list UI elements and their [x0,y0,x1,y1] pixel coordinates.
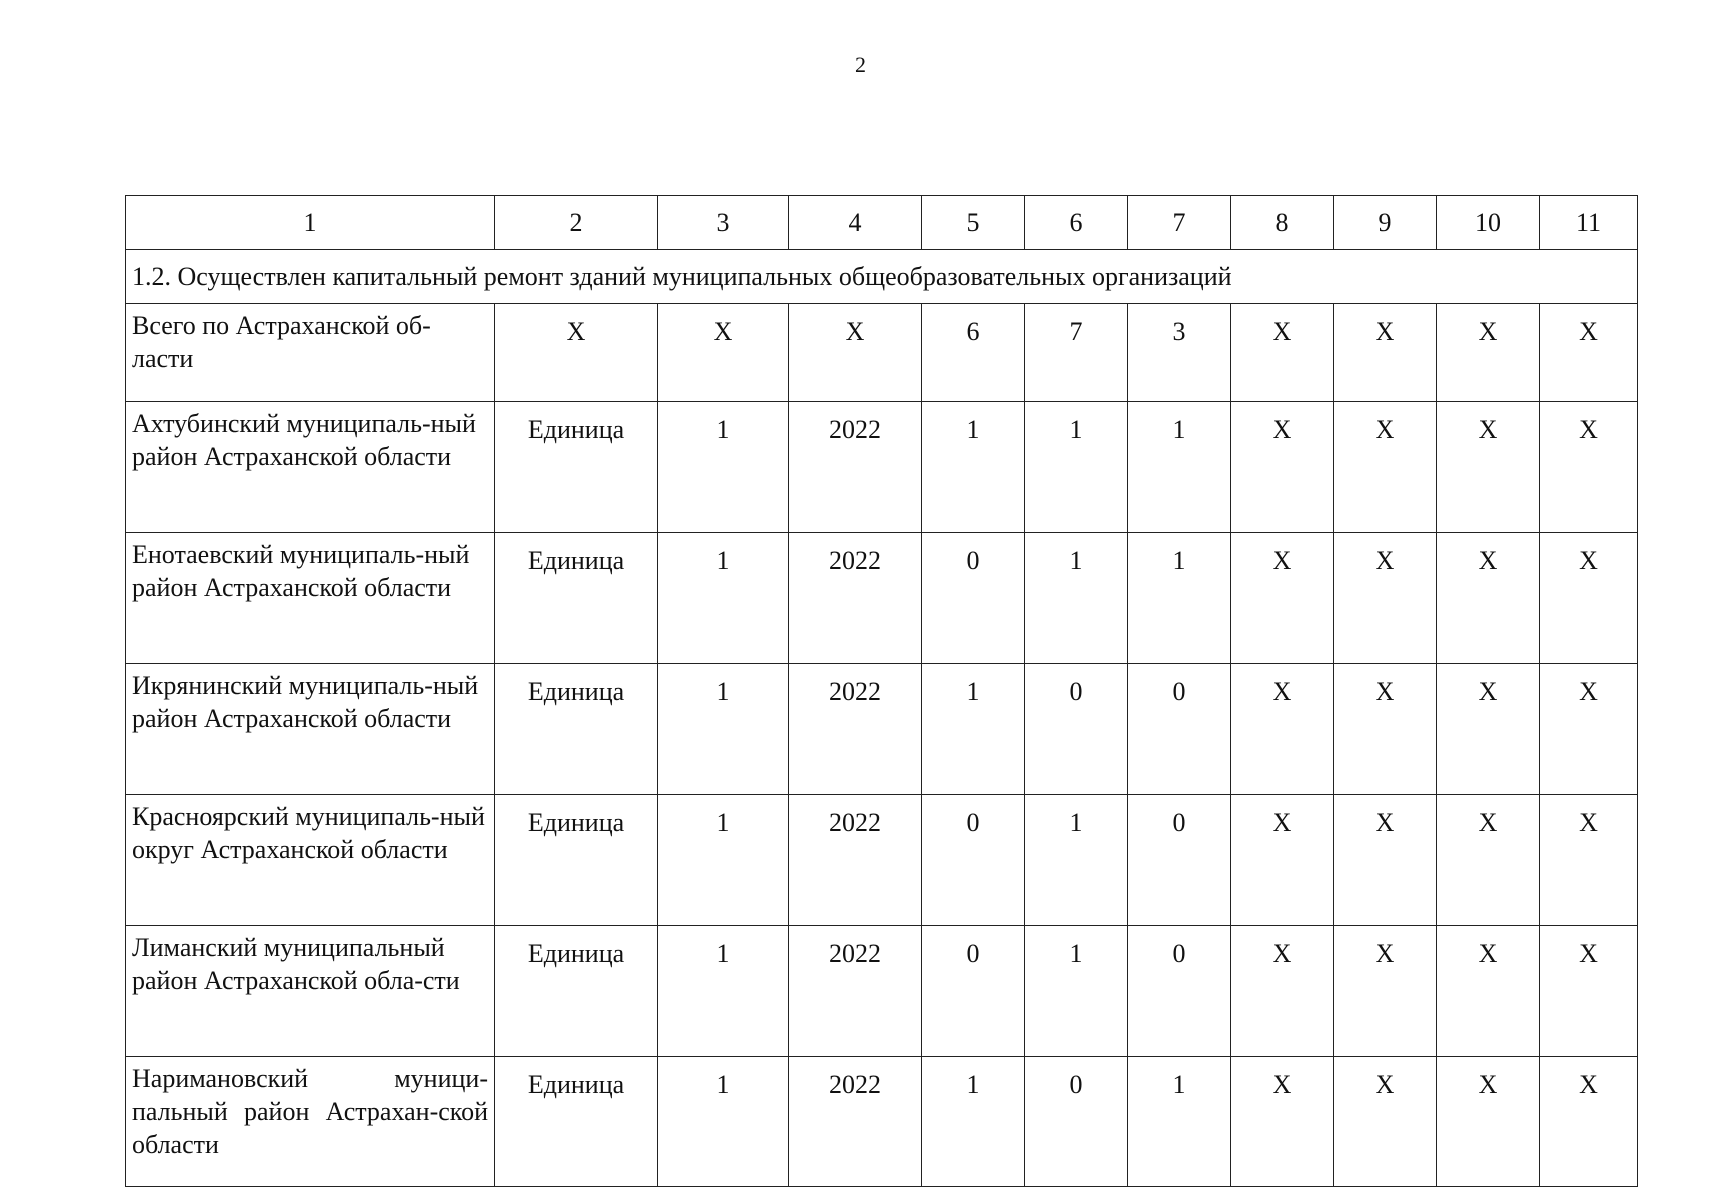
table-cell: Х [1231,533,1334,664]
table-cell: 1 [1128,1057,1231,1187]
table-cell: 1 [658,926,789,1057]
table-cell: Единица [495,795,658,926]
table-cell: Х [789,304,922,402]
table-cell: Х [1231,1057,1334,1187]
table-cell: 0 [1025,664,1128,795]
table-cell: 0 [1128,795,1231,926]
table-cell: Х [658,304,789,402]
table-cell: Единица [495,664,658,795]
column-number: 6 [1025,196,1128,250]
column-number: 5 [922,196,1025,250]
table-cell: Х [1334,795,1437,926]
column-number: 4 [789,196,922,250]
total-row [126,304,1638,402]
table-cell: Единица [495,926,658,1057]
table-cell: 1 [922,664,1025,795]
table-cell: 1 [1128,533,1231,664]
table-cell: 1 [658,664,789,795]
table-cell: Х [1334,402,1437,533]
table-cell: Х [495,304,658,402]
table-cell: 1 [658,1057,789,1187]
table-cell: 6 [922,304,1025,402]
row-name: Икрянинский муниципаль-ный район Астраханской области [126,664,495,795]
table-cell: 0 [922,795,1025,926]
table-cell: 1 [658,795,789,926]
table-cell: Х [1437,926,1540,1057]
table-cell: Х [1540,533,1638,664]
table-row [126,533,1638,664]
table-cell: Х [1540,304,1638,402]
table-cell: Х [1334,926,1437,1057]
table-cell: 3 [1128,304,1231,402]
table-cell: 0 [922,926,1025,1057]
section-title-row [126,250,1638,304]
column-number: 7 [1128,196,1231,250]
table-cell: Х [1540,1057,1638,1187]
table-cell: Х [1437,304,1540,402]
table-cell: 2022 [789,1057,922,1187]
table-cell: 1 [658,402,789,533]
column-number: 10 [1437,196,1540,250]
table-cell: Х [1334,1057,1437,1187]
row-name: Наримановский муници-пальный район Астрахан-ской области [126,1057,495,1187]
table-row [126,664,1638,795]
table-cell: 0 [1025,1057,1128,1187]
section-title: 1.2. Осуществлен капитальный ремонт зданий муниципальных общеобразовательных организаций [126,250,1638,304]
table-row [126,402,1638,533]
table-cell: 0 [1128,926,1231,1057]
table-cell: Единица [495,402,658,533]
column-number: 8 [1231,196,1334,250]
table-cell: Х [1231,304,1334,402]
table-cell: 2022 [789,533,922,664]
table-cell: 0 [1128,664,1231,795]
table-cell: 1 [922,1057,1025,1187]
table-cell: 2022 [789,795,922,926]
table-cell: Х [1540,664,1638,795]
table-cell: 1 [1025,533,1128,664]
page-number: 2 [855,52,866,77]
table-cell: Х [1540,795,1638,926]
table-row [126,1057,1638,1187]
row-name: Лиманский муниципальный район Астраханской обла-сти [126,926,495,1057]
table-cell: 1 [1025,795,1128,926]
table-row [126,795,1638,926]
table-cell: Х [1540,402,1638,533]
row-name: Красноярский муниципаль-ный округ Астраханской области [126,795,495,926]
table-cell: Единица [495,533,658,664]
row-name: Енотаевский муниципаль-ный район Астраханской области [126,533,495,664]
column-number: 11 [1540,196,1638,250]
table-cell: Х [1437,664,1540,795]
table-cell: Единица [495,1057,658,1187]
table-cell: Х [1231,664,1334,795]
table-cell: 2022 [789,664,922,795]
table-cell: Х [1540,926,1638,1057]
table-cell: 1 [658,533,789,664]
column-number: 3 [658,196,789,250]
column-number: 1 [126,196,495,250]
table-cell: Х [1437,533,1540,664]
column-number: 9 [1334,196,1437,250]
table-cell: Х [1437,1057,1540,1187]
table-cell: Х [1334,664,1437,795]
table-row [126,926,1638,1057]
table-cell: Х [1334,533,1437,664]
table-cell: Х [1231,926,1334,1057]
table-cell: 0 [922,533,1025,664]
column-number-row [126,196,1638,250]
row-name: Всего по Астраханской об-ласти [126,304,495,402]
row-name: Ахтубинский муниципаль-ный район Астраханской области [126,402,495,533]
table-cell: Х [1437,402,1540,533]
table-cell: 2022 [789,926,922,1057]
table-cell: Х [1231,402,1334,533]
table-cell: 1 [922,402,1025,533]
table-cell: 7 [1025,304,1128,402]
table-cell: 2022 [789,402,922,533]
table-cell: Х [1437,795,1540,926]
table-cell: 1 [1025,926,1128,1057]
table-cell: Х [1334,304,1437,402]
table-cell: 1 [1128,402,1231,533]
data-table [125,195,1638,1187]
column-number: 2 [495,196,658,250]
table-cell: 1 [1025,402,1128,533]
table-cell: Х [1231,795,1334,926]
